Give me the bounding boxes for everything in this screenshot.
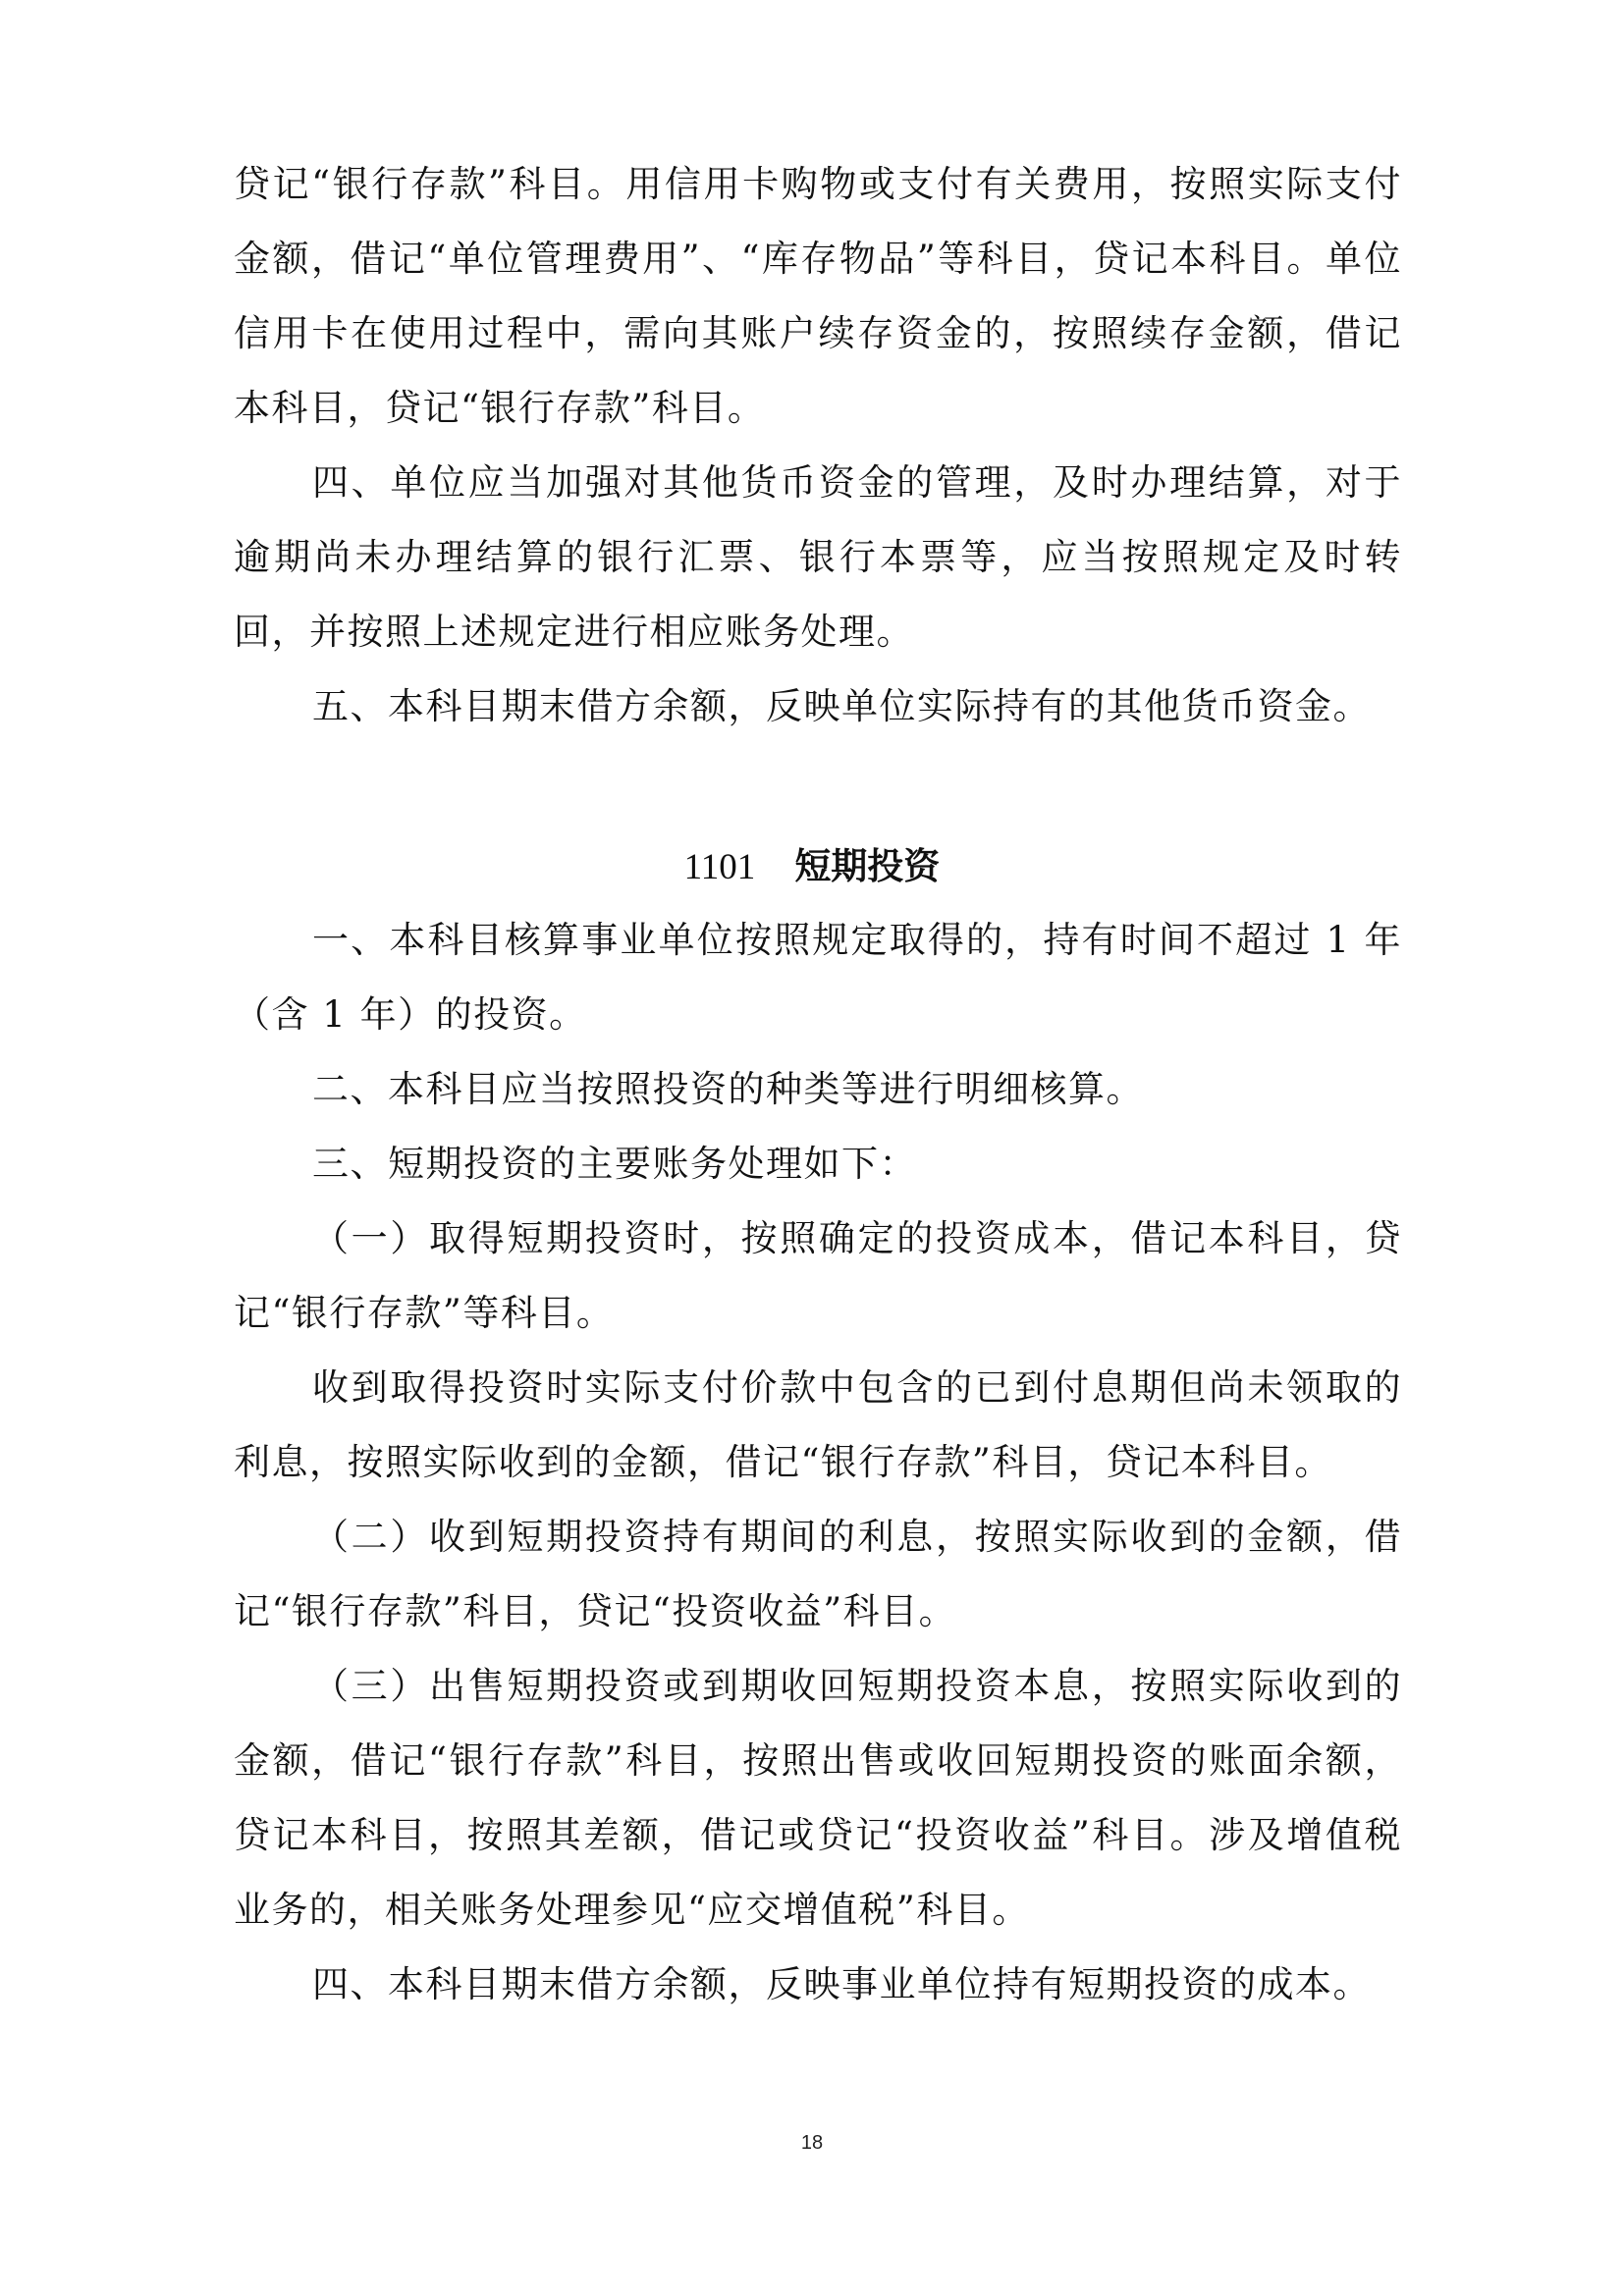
paragraph-section-period-end-balance: 四、本科目期末借方余额，反映事业单位持有短期投资的成本。	[312, 1963, 1371, 2005]
section-title: 短期投资	[794, 844, 941, 887]
paragraph-scope: 一、本科目核算事业单位按照规定取得的，持有时间不超过 1 年（含 1 年）的投资。	[234, 919, 1402, 1036]
paragraph-management-requirement: 四、单位应当加强对其他货币资金的管理，及时办理结算，对于逾期尚未办理结算的银行汇票、银行本票等，应当按照规定及时转回，并按照上述规定进行相应账务处理。	[234, 461, 1402, 653]
section-heading	[0, 836, 1624, 897]
paragraph-period-end-balance: 五、本科目期末借方余额，反映单位实际持有的其他货币资金。	[312, 685, 1371, 727]
paragraph-sale-or-maturity: （三）出售短期投资或到期收回短期投资本息，按照实际收到的金额，借记“银行存款”科目，按照出售或收回短期投资的账面余额，贷记本科目，按照其差额，借记或贷记“投资收益”科目。涉及增值税业务的，相关账务处理参见“应交增值税”科目。	[234, 1665, 1402, 1931]
paragraph-acquisition: （一）取得短期投资时，按照确定的投资成本，借记本科目，贷记“银行存款”等科目。	[234, 1217, 1402, 1334]
page-number: 18	[800, 2132, 824, 2154]
paragraph-interest-received-at-acquisition: 收到取得投资时实际支付价款中包含的已到付息期但尚未领取的利息，按照实际收到的金额，借记“银行存款”科目，贷记本科目。	[234, 1366, 1402, 1483]
paragraph-main-treatment: 三、短期投资的主要账务处理如下：	[312, 1143, 917, 1185]
section-code: 1101	[683, 847, 756, 887]
paragraph-credit-card-continued: 贷记“银行存款”科目。用信用卡购物或支付有关费用，按照实际支付金额，借记“单位管理费用”、“库存物品”等科目，贷记本科目。单位信用卡在使用过程中，需向其账户续存资金的，按照续存金额，借记本科目，贷记“银行存款”科目。	[234, 163, 1402, 429]
paragraph-interest-during-holding: （二）收到短期投资持有期间的利息，按照实际收到的金额，借记“银行存款”科目，贷记“投资收益”科目。	[234, 1516, 1402, 1632]
paragraph-detail-accounting: 二、本科目应当按照投资的种类等进行明细核算。	[312, 1068, 1144, 1110]
